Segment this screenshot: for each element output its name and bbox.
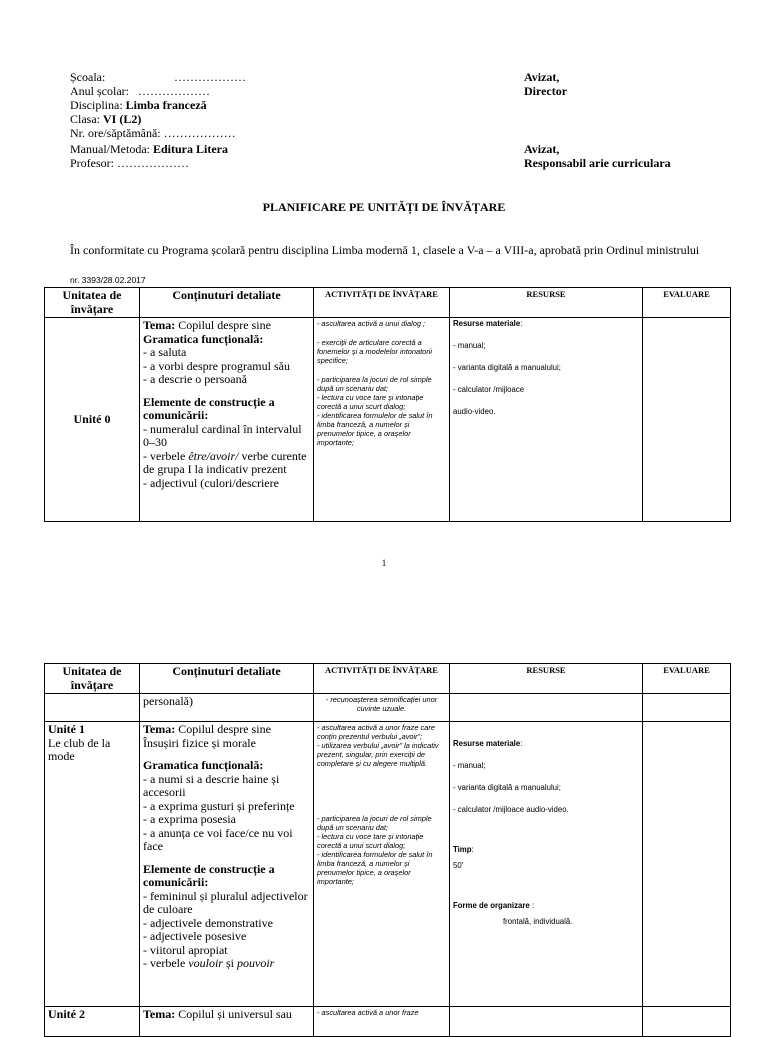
gram-item: - a numi si a descrie haine și accesorii: [143, 771, 280, 799]
activity-item: - utilizarea verbului „avoir” la indicativ prezent, singular, prin exerciții de completare și cu alegere multiplă.: [317, 741, 439, 768]
unit-name: Unité 0: [73, 411, 111, 426]
gram-item: - a anunța ce voi face/ce nu voi face: [143, 825, 293, 853]
content-cell: personală): [140, 694, 314, 722]
resource-item: - varianta digitală a manualului;: [453, 363, 561, 372]
avizat-director-label: Avizat,: [524, 70, 560, 84]
elem-item: - numeralul cardinal în intervalul 0–30: [143, 421, 302, 449]
resource-item: audio-video.: [453, 407, 496, 416]
gram-title: Gramatica funcțională:: [143, 331, 264, 346]
resource-item: - manual;: [453, 341, 486, 350]
avizat-responsabil-label: Avizat,: [524, 142, 560, 156]
elem-text: - verbele: [143, 448, 189, 463]
tema-value: Copilul și universul sau: [178, 1007, 292, 1021]
gram-item: - a saluta: [143, 345, 187, 359]
resource-item: - manual;: [453, 761, 486, 770]
activities-cell: - recunoașterea semnificației unor cuvinte uzuale.: [314, 694, 450, 722]
responsabil-label: Responsabil arie curriculara: [524, 156, 671, 170]
resource-item: - calculator /mijloace audio-video.: [453, 805, 569, 814]
elem-item: [143, 957, 310, 971]
col-header-content: Conținuturi detaliate: [140, 288, 314, 318]
teacher-line: [70, 156, 189, 171]
school-label: Școala:: [70, 70, 106, 84]
content-cell: [140, 1007, 314, 1037]
hours-value: ………………: [163, 126, 236, 140]
activities-cell: [314, 318, 450, 522]
gram-title: Gramatica funcțională:: [143, 758, 264, 772]
gram-item: - a descrie o persoană: [143, 372, 247, 386]
col-header-evaluation: EVALUARE: [643, 664, 731, 694]
resources-cell: [450, 694, 643, 722]
discipline-label: Disciplina:: [70, 98, 123, 112]
gram-item: - a exprima posesia: [143, 812, 236, 826]
page-number: 1: [381, 558, 387, 568]
activities-cell: [314, 1007, 450, 1037]
col-header-content: Conținuturi detaliate: [140, 664, 314, 694]
planning-table-page-1: [44, 287, 731, 522]
col-header-evaluation: EVALUARE: [643, 288, 731, 318]
year-line: [70, 84, 210, 99]
col-header-resources: RESURSE: [450, 288, 643, 318]
elem-item: - adjectivul (culori/descriere: [143, 475, 279, 490]
teacher-value: ………………: [117, 156, 189, 170]
activity-item: - identificarea formulelor de salut în limba franceză, a numelor și prenumelor tipice, a orașelor importante;: [317, 411, 433, 447]
resources-title: Resurse materiale: [453, 739, 521, 748]
gram-item: - a exprima gusturi și preferințe: [143, 798, 295, 813]
unit-name: Unité 1: [48, 722, 85, 736]
unit-subtitle: Le club de la mode: [48, 735, 111, 763]
unit-cell: [45, 694, 140, 722]
activity-item: - participarea la jocuri de rol simple după un scenariu dat;: [317, 814, 432, 832]
resources-cell: Resurse materiale: - manual; - varianta digitală a manualului; - calculator /mijloace audio-video.: [450, 318, 643, 522]
activity-item: - ascultarea activă a unor fraze: [317, 1008, 419, 1017]
page-title: PLANIFICARE PE UNITĂȚI DE ÎNVĂȚARE: [262, 200, 506, 214]
director-label: Director: [524, 84, 568, 98]
activity-item: - lectura cu voce tare și intonație corectă a unui scurt dialog;: [317, 832, 424, 850]
table-header-row: [45, 664, 731, 694]
school-line: [70, 70, 246, 85]
hours-label: Nr. ore/săptămână:: [70, 126, 161, 140]
elem-item: - viitorul apropiat: [143, 942, 228, 957]
elem-text-italic: pouvoir: [237, 956, 275, 970]
tema-label: Tema:: [143, 1007, 176, 1021]
elem-item: - adjectivele posesive: [143, 929, 247, 943]
resources-title: Resurse materiale: [453, 319, 521, 328]
evaluation-cell: [643, 694, 731, 722]
activity-item: - identificarea formulelor de salut în limba franceză, a numelor și prenumelor tipice, a orașelor importante;: [317, 850, 433, 886]
content-cell: [140, 722, 314, 1007]
resources-cell: [450, 1007, 643, 1037]
col-header-unit: Unitatea de învățare: [45, 664, 140, 694]
unit-name: Unité 2: [48, 1007, 85, 1021]
tema-subtitle: Însușiri fizice și morale: [143, 735, 256, 750]
class-value: VI (L2): [103, 112, 142, 126]
elem-item: - femininul și pluralul adjectivelor de culoare: [143, 888, 308, 916]
evaluation-cell: [643, 1007, 731, 1037]
activity-item: - exerciții de articulare corectă a fonemelor și a modelelor intonatorii specifice;: [317, 338, 433, 365]
evaluation-cell: [643, 318, 731, 522]
manual-line: [70, 142, 228, 157]
elem-text: și: [222, 956, 237, 970]
activity-item: - ascultarea activă a unor fraze care conțin prezentul verbului „avoir”;: [317, 723, 435, 741]
activity-item: - lectura cu voce tare și intonație corectă a unui scurt dialog;: [317, 393, 424, 411]
table-row: [45, 1007, 731, 1037]
table-row: [45, 722, 731, 1007]
col-header-unit: Unitatea de învățare: [45, 288, 140, 318]
planning-table-page-2: [44, 663, 731, 1037]
timp-value: 50': [453, 861, 464, 870]
forme-value: frontală, individuală.: [503, 917, 573, 926]
tema-label: Tema:: [143, 722, 176, 736]
resource-item: - varianta digitală a manualului;: [453, 783, 561, 792]
unit-cell: [45, 722, 140, 1007]
unit-cell: [45, 318, 140, 522]
activity-item: - participarea la jocuri de rol simple după un scenariu dat;: [317, 375, 432, 393]
school-value: ………………: [174, 70, 246, 84]
discipline-line: [70, 98, 207, 113]
tema-label: Tema:: [143, 318, 176, 332]
table-header-row: [45, 288, 731, 318]
intro-text: În conformitate cu Programa școlară pentru disciplina Limba modernă 1, clasele a V-a – a VIII-a, aprobată prin Ordinul ministrului: [70, 243, 700, 257]
evaluation-cell: [643, 722, 731, 1007]
manual-label: Manual/Metoda:: [70, 142, 150, 156]
elem-title: Elemente de construcție a comunicării:: [143, 861, 275, 889]
hours-line: [70, 126, 236, 141]
tema-value: Copilul despre sine: [178, 318, 271, 332]
col-header-activities: ACTIVITĂȚI DE ÎNVĂȚARE: [314, 664, 450, 694]
resources-cell: Resurse materiale: - manual; - varianta digitală a manualului; - calculator /mijloace audio-video. Timp: 50' Forme de organizare : frontală, individuală.: [450, 722, 643, 1007]
manual-value: Editura Litera: [152, 142, 228, 156]
elem-item: - adjectivele demonstrative: [143, 915, 273, 930]
resource-item: - calculator /mijloace: [453, 385, 525, 394]
col-header-resources: RESURSE: [450, 664, 643, 694]
year-value: ………………: [138, 84, 210, 98]
year-label: Anul școlar:: [70, 84, 129, 98]
teacher-label: Profesor:: [70, 156, 114, 170]
table-row: [45, 694, 731, 722]
activity-item: - ascultarea activă a unui dialog ;: [317, 319, 426, 328]
unit-cell: [45, 1007, 140, 1037]
elem-title: Elemente de construcție a comunicării:: [143, 394, 275, 422]
timp-label: Timp: [453, 845, 472, 854]
forme-label: Forme de organizare: [453, 901, 530, 910]
col-header-activities: ACTIVITĂȚI DE ÎNVĂȚARE: [314, 288, 450, 318]
class-label: Clasa:: [70, 112, 100, 126]
intro-order-number: nr. 3393/28.02.2017: [70, 275, 146, 285]
gram-item: - a vorbi despre programul său: [143, 358, 290, 373]
elem-text: verbe curente de grupa I la indicativ prezent: [143, 448, 307, 476]
discipline-value: Limba franceză: [125, 98, 207, 112]
activities-cell: [314, 722, 450, 1007]
elem-text-italic: être/avoir/: [188, 448, 239, 463]
elem-text: - verbele: [143, 956, 189, 970]
content-cell: [140, 318, 314, 522]
elem-item: [143, 450, 310, 477]
tema-value: Copilul despre sine: [178, 722, 271, 736]
table-row: [45, 318, 731, 522]
elem-text-italic: vouloir: [188, 956, 223, 970]
class-line: [70, 112, 141, 127]
